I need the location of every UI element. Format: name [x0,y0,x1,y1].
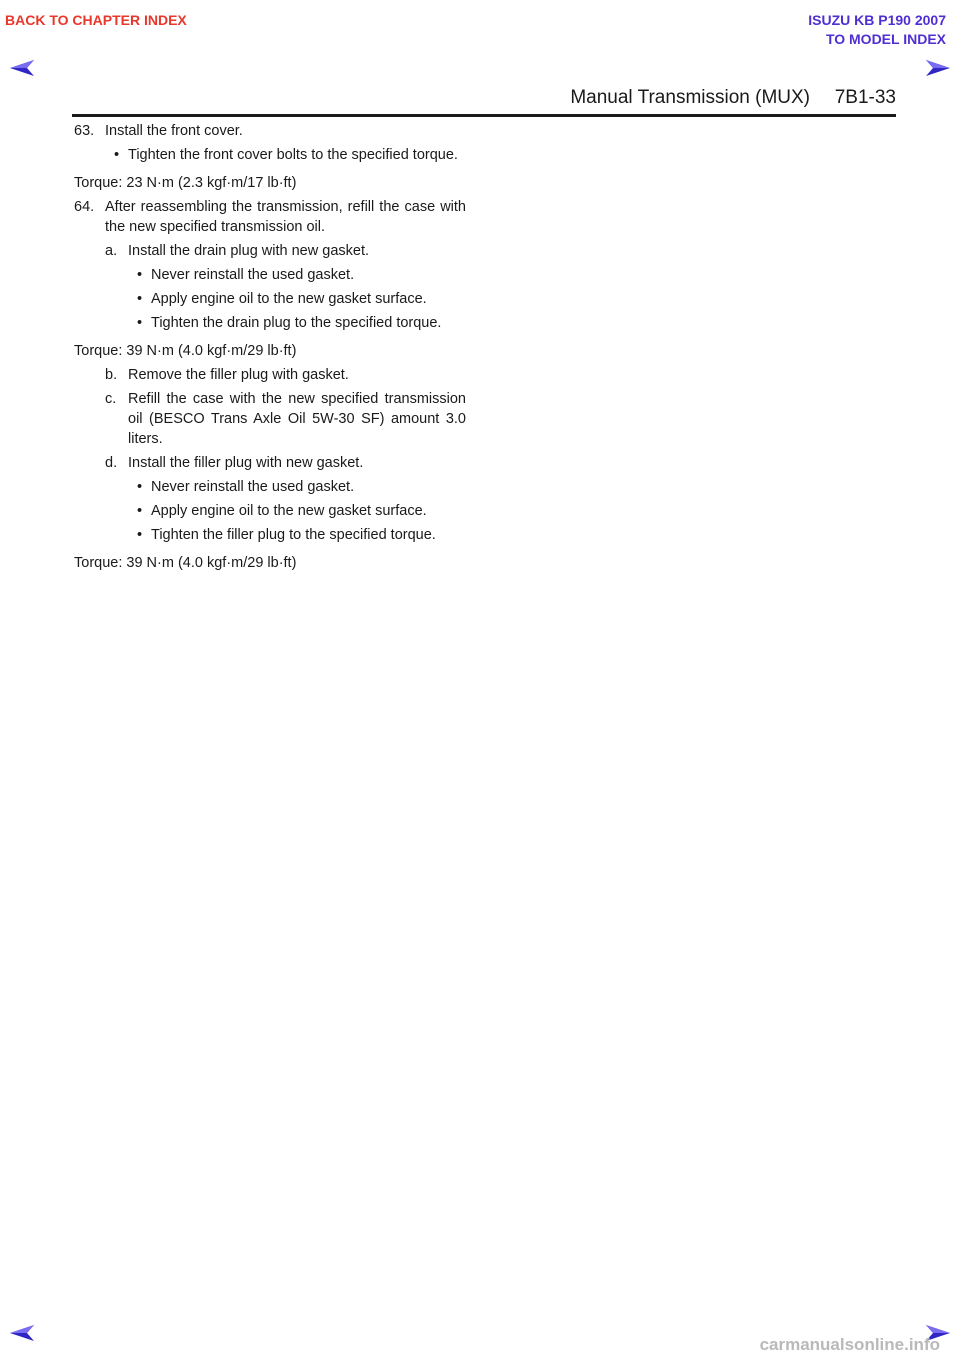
step-text: After reassembling the transmission, refill the case with the new specified transmission oil. [105,199,466,235]
bullet-text: Tighten the front cover bolts to the specified torque. [128,147,458,163]
bullet-item [74,313,466,333]
bullet-icon: • [114,147,120,163]
substep-text: Install the filler plug with new gasket. [128,455,364,471]
substep-letter: b. [105,367,118,383]
section-title: Manual Transmission (MUX) [570,87,810,108]
to-model-index-link[interactable]: TO MODEL INDEX [825,31,946,47]
substep-b [74,365,466,385]
bullet-icon: • [137,527,143,543]
step-64 [74,197,466,237]
previous-page-arrow-bottom-icon[interactable] [8,1323,36,1343]
bullet-item [74,501,466,521]
bullet-icon: • [137,315,143,331]
bullet-text: Never reinstall the used gasket. [151,267,355,283]
substep-text: Install the drain plug with new gasket. [128,243,369,259]
bullet-item [74,525,466,545]
bullet-item [74,265,466,285]
watermark: carmanualsonline.info [759,1335,940,1354]
back-to-chapter-index-link[interactable]: BACK TO CHAPTER INDEX [5,12,187,28]
substep-c [74,389,466,449]
substep-letter: a. [105,243,118,259]
bullet-text: Apply engine oil to the new gasket surface. [151,503,427,519]
bullet-icon: • [137,479,143,495]
substep-letter: c. [105,391,117,407]
page-number: 7B1-33 [834,87,896,108]
procedure-content [74,121,466,573]
bullet-icon: • [137,291,143,307]
model-title-link[interactable]: ISUZU KB P190 2007 [808,12,946,28]
previous-page-arrow-icon[interactable] [8,58,36,78]
step-number: 63. [74,123,95,139]
torque-spec: Torque: 39 N·m (4.0 kgf·m/29 lb·ft) [74,555,297,571]
page-header [72,86,896,117]
step-63 [74,121,466,141]
bullet-item [74,477,466,497]
bullet-icon: • [137,267,143,283]
bullet-text: Tighten the drain plug to the specified torque. [151,315,442,331]
bullet-item [74,145,466,165]
substep-text: Remove the filler plug with gasket. [128,367,349,383]
step-text: Install the front cover. [105,123,243,139]
bullet-text: Tighten the filler plug to the specified torque. [151,527,436,543]
substep-a [74,241,466,261]
torque-spec: Torque: 23 N·m (2.3 kgf·m/17 lb·ft) [74,175,297,191]
bullet-text: Apply engine oil to the new gasket surface. [151,291,427,307]
torque-spec: Torque: 39 N·m (4.0 kgf·m/29 lb·ft) [74,343,297,359]
bullet-text: Never reinstall the used gasket. [151,479,355,495]
step-number: 64. [74,199,95,215]
substep-letter: d. [105,455,118,471]
substep-text: Refill the case with the new specified transmission oil (BESCO Trans Axle Oil 5W-30 SF) amount 3.0 liters. [128,391,466,447]
next-page-arrow-icon[interactable] [924,58,952,78]
bullet-icon: • [137,503,143,519]
substep-d [74,453,466,473]
bullet-item [74,289,466,309]
